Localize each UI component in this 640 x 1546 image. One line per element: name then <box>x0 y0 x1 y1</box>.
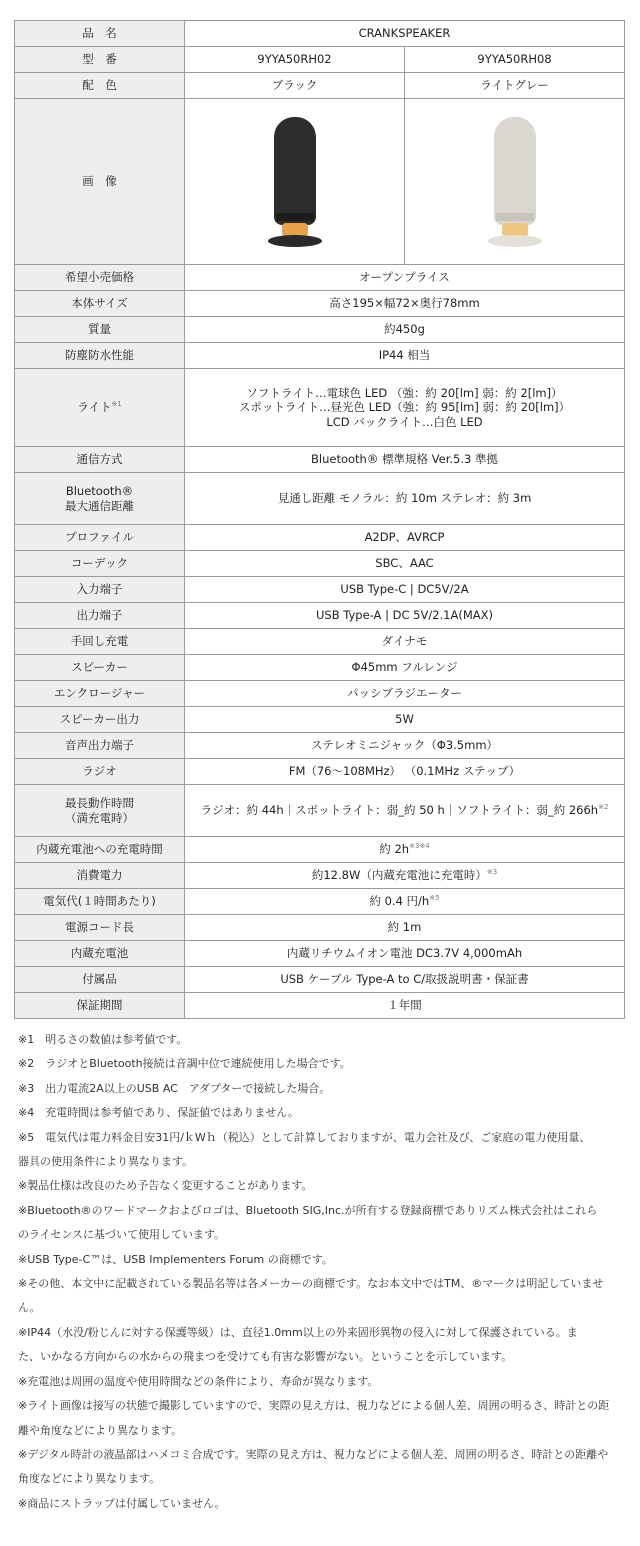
label-battery: 内蔵充電池 <box>15 941 185 967</box>
row-power <box>15 863 625 889</box>
footnote-line: ※2 ラジオとBluetooth接続は音調中位で連続使用した場合です。 <box>18 1057 351 1071</box>
label-codec: コーデック <box>15 551 185 577</box>
label-comm: 通信方式 <box>15 447 185 473</box>
label-power: 消費電力 <box>15 863 185 889</box>
value-enclosure: パッシブラジエーター <box>185 681 625 707</box>
value-output: USB Type-A | DC 5V/2.1A(MAX) <box>185 603 625 629</box>
row-name <box>15 21 625 47</box>
runtime-text: ラジオ：約 44h｜スポットライト：弱_約 50 h｜ソフトライト：弱_約 266h <box>200 803 599 818</box>
label-size: 本体サイズ <box>15 291 185 317</box>
row-input <box>15 577 625 603</box>
label-crank: 手回し充電 <box>15 629 185 655</box>
label-enclosure: エンクロージャー <box>15 681 185 707</box>
value-runtime <box>185 785 625 837</box>
label-name: 品 名 <box>15 21 185 47</box>
model-gray: 9YYA50RH08 <box>405 47 625 73</box>
row-price <box>15 265 625 291</box>
cost-note: ※5 <box>429 894 440 903</box>
chargetime-text: 約 2h <box>379 842 410 857</box>
value-light <box>185 369 625 447</box>
value-price: オープンプライス <box>185 265 625 291</box>
row-ip <box>15 343 625 369</box>
footnote-line: ん。 <box>18 1301 41 1315</box>
value-cost <box>185 889 625 915</box>
label-image: 画 像 <box>15 99 185 265</box>
row-audio <box>15 733 625 759</box>
row-size <box>15 291 625 317</box>
speaker-gray-image <box>488 117 542 247</box>
footnote-line: ※4 充電時間は参考値であり、保証値ではありません。 <box>18 1106 299 1120</box>
label-warranty: 保証期間 <box>15 993 185 1019</box>
footnote-line: ※商品にストラップは付属していません。 <box>18 1496 226 1510</box>
label-weight: 質量 <box>15 317 185 343</box>
runtime-label-1: 最長動作時間 <box>65 796 134 811</box>
row-light <box>15 369 625 447</box>
image-black-cell <box>185 99 405 265</box>
row-runtime <box>15 785 625 837</box>
value-power <box>185 863 625 889</box>
value-weight: 約450g <box>185 317 625 343</box>
row-radio <box>15 759 625 785</box>
value-crank: ダイナモ <box>185 629 625 655</box>
cost-text: 約 0.4 円/h <box>369 894 430 909</box>
range-label-1: Bluetooth® <box>65 484 134 499</box>
row-battery <box>15 941 625 967</box>
value-audio: ステレオミニジャック（Φ3.5mm） <box>185 733 625 759</box>
value-size: 高さ195×幅72×奥行78mm <box>185 291 625 317</box>
label-price: 希望小売価格 <box>15 265 185 291</box>
color-gray: ライトグレー <box>405 73 625 99</box>
value-accessories: USB ケーブル Type-A to C/取扱説明書・保証書 <box>185 967 625 993</box>
footnote-line: ※製品仕様は改良のため予告なく変更することがあります。 <box>18 1179 313 1193</box>
footnote-line: ※1 明るさの数値は参考値です。 <box>18 1033 188 1046</box>
label-accessories: 付属品 <box>15 967 185 993</box>
footnote-line: ※その他、本文中に記載されている製品名等は各メーカーの商標です。なお本文中ではTM、®マークは明記していませ <box>18 1277 604 1291</box>
model-black: 9YYA50RH02 <box>185 47 405 73</box>
row-speaker-output <box>15 707 625 733</box>
runtime-label-2: （満充電時） <box>65 810 134 825</box>
label-profile: プロファイル <box>15 525 185 551</box>
label-color: 配 色 <box>15 73 185 99</box>
row-accessories <box>15 967 625 993</box>
footnote-line: ※3 出力電流2A以上のUSB AC アダプターで接続した場合。 <box>18 1081 331 1095</box>
label-radio: ラジオ <box>15 759 185 785</box>
footnote-line: ※デジタル時計の液晶部はハメコミ合成です。実際の見え方は、視力などによる個人差、周囲の明るさ、時計との距離や <box>18 1447 609 1461</box>
value-comm: Bluetooth® 標準規格 Ver.5.3 準拠 <box>185 447 625 473</box>
footnote-line: ※充電池は周囲の温度や使用時間などの条件により、寿命が異なります。 <box>18 1374 379 1388</box>
footnote-line: 角度などにより異なります。 <box>18 1472 161 1486</box>
image-gray-cell <box>405 99 625 265</box>
value-cord: 約 1m <box>185 915 625 941</box>
label-chargetime: 内蔵充電池への充電時間 <box>15 837 185 863</box>
footnote-line: 離や角度などにより異なります。 <box>18 1423 183 1437</box>
light-line-3: LCD バックライト…白色 LED <box>326 414 483 429</box>
value-codec: SBC、AAC <box>185 551 625 577</box>
value-profile: A2DP、AVRCP <box>185 525 625 551</box>
light-note: ※1 <box>111 400 122 409</box>
row-enclosure <box>15 681 625 707</box>
label-range <box>15 473 185 525</box>
row-range <box>15 473 625 525</box>
speaker-black-image <box>268 117 322 247</box>
power-text: 約12.8W（内蔵充電池に充電時） <box>311 868 487 883</box>
label-runtime <box>15 785 185 837</box>
value-chargetime <box>185 837 625 863</box>
range-label-2: 最大通信距離 <box>65 498 134 513</box>
row-warranty <box>15 993 625 1019</box>
label-audio: 音声出力端子 <box>15 733 185 759</box>
row-output <box>15 603 625 629</box>
row-speaker <box>15 655 625 681</box>
runtime-note: ※2 <box>598 803 609 812</box>
label-ip: 防塵防水性能 <box>15 343 185 369</box>
light-line-2: スポットライト…昼光色 LED（強：約 95[lm] 弱：約 20[lm]） <box>238 400 571 415</box>
footnotes <box>18 1028 624 1516</box>
footnote-line: ※ライト画像は接写の状態で撮影していますので、実際の見え方は、視力などによる個人差、周囲の明るさ、時計との距 <box>18 1399 610 1413</box>
value-warranty: １年間 <box>185 993 625 1019</box>
value-name: CRANKSPEAKER <box>185 21 625 47</box>
label-cord: 電源コード長 <box>15 915 185 941</box>
value-battery: 内蔵リチウムイオン電池 DC3.7V 4,000mAh <box>185 941 625 967</box>
row-image <box>15 99 625 265</box>
value-ip: IP44 相当 <box>185 343 625 369</box>
footnote-line: ※5 電気代は電力料金目安31円/ｋWｈ（税込）として計算しておりますが、電力会社及び、ご家庭の電力使用量、 <box>18 1130 591 1144</box>
power-note: ※3 <box>486 868 498 877</box>
row-model <box>15 47 625 73</box>
footnote-line: ※IP44（水没/粉じんに対する保護等級）は、直径1.0mm以上の外来固形異物の侵入に対して保護されている。ま <box>18 1325 578 1339</box>
row-chargetime <box>15 837 625 863</box>
row-cost <box>15 889 625 915</box>
footnote-line: た、いかなる方向からの水からの飛まつを受けても有害な影響がない。ということを示しています。 <box>18 1350 513 1364</box>
label-output: 出力端子 <box>15 603 185 629</box>
row-color <box>15 73 625 99</box>
row-comm <box>15 447 625 473</box>
row-weight <box>15 317 625 343</box>
footnote-line: 器具の使用条件により異なります。 <box>18 1155 194 1169</box>
row-codec <box>15 551 625 577</box>
light-label-text: ライト <box>77 400 112 415</box>
spec-table <box>14 20 625 1019</box>
chargetime-note: ※3※4 <box>409 842 430 851</box>
row-profile <box>15 525 625 551</box>
row-cord <box>15 915 625 941</box>
label-speaker: スピーカー <box>15 655 185 681</box>
row-crank <box>15 629 625 655</box>
color-black: ブラック <box>185 73 405 99</box>
value-radio: FM（76～108MHz） （0.1MHz ステップ） <box>185 759 625 785</box>
label-model: 型 番 <box>15 47 185 73</box>
label-light <box>15 369 185 447</box>
light-line-1: ソフトライト…電球色 LED （強：約 20[lm] 弱：約 2[lm]） <box>246 385 563 400</box>
value-input: USB Type-C | DC5V/2A <box>185 577 625 603</box>
value-speaker-output: 5W <box>185 707 625 733</box>
label-cost: 電気代(１時間あたり) <box>15 889 185 915</box>
label-input: 入力端子 <box>15 577 185 603</box>
footnote-line: のライセンスに基づいて使用しています。 <box>18 1228 226 1242</box>
value-speaker: Φ45mm フルレンジ <box>185 655 625 681</box>
footnote-line: ※USB Type-C™は、USB Implementers Forum の商標です。 <box>18 1252 333 1266</box>
value-range: 見通し距離 モノラル：約 10m ステレオ：約 3m <box>185 473 625 525</box>
label-speaker-output: スピーカー出力 <box>15 707 185 733</box>
footnote-line: ※Bluetooth®のワードマークおよびロゴは、Bluetooth SIG,Inc.が所有する登録商標でありリズム株式会社はこれら <box>18 1203 598 1217</box>
